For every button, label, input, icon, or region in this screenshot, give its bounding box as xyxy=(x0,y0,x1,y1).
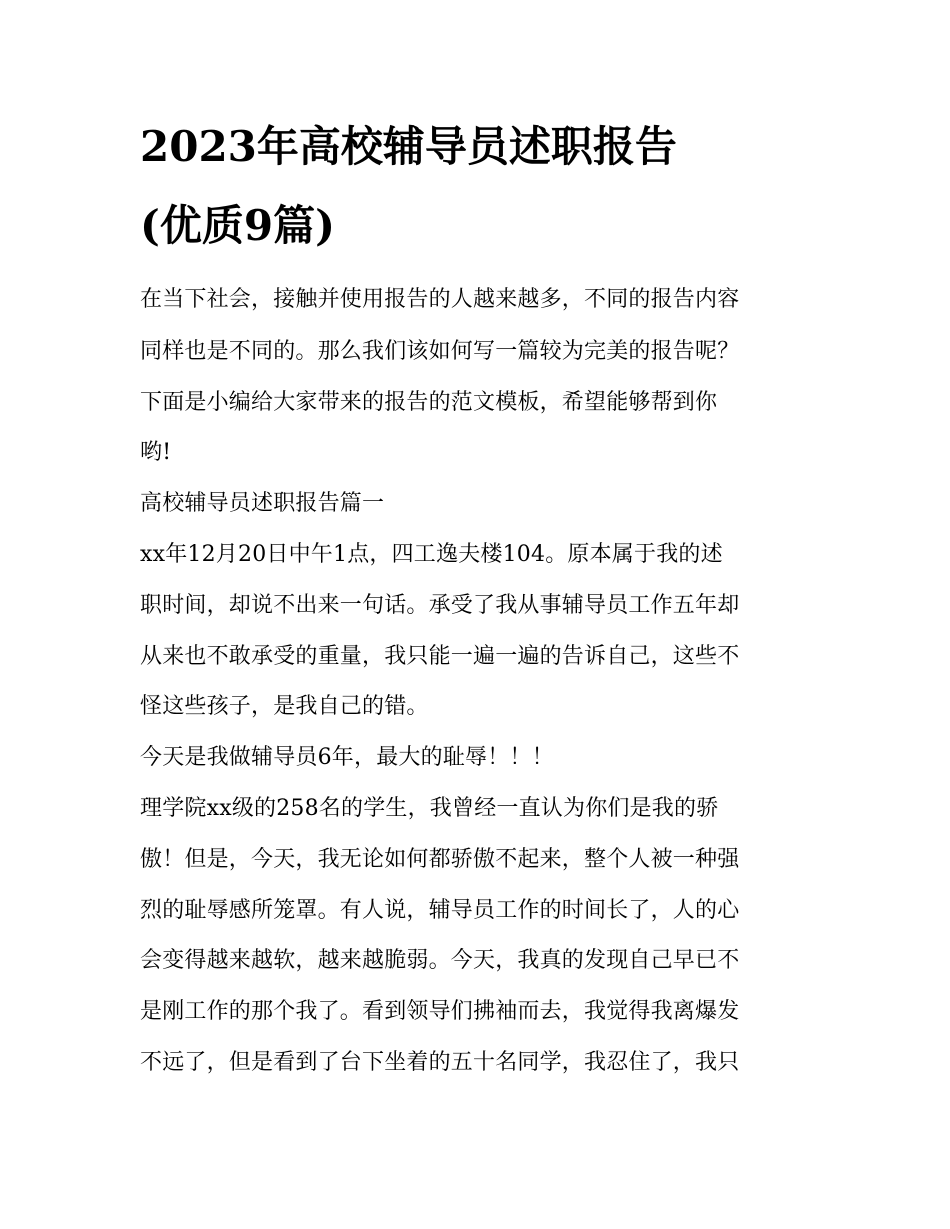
body-text-line: 从来也不敢承受的重量，我只能一遍一遍的告诉自己，这些不 xyxy=(140,644,740,669)
document-title-line-1: 2023年高校辅导员述职报告 xyxy=(140,122,677,171)
document-title-line-2: (优质9篇) xyxy=(140,201,335,250)
body-text-line: 傲！但是，今天，我无论如何都骄傲不起来，整个人被一种强 xyxy=(140,847,740,872)
body-text-line: 在当下社会，接触并使用报告的人越来越多，不同的报告内容 xyxy=(140,287,740,312)
body-text-line: 同样也是不同的。那么我们该如何写一篇较为完美的报告呢？ xyxy=(140,339,740,364)
body-text-line: 是刚工作的那个我了。看到领导们拂袖而去，我觉得我离爆发 xyxy=(140,999,740,1024)
body-text-line: 今天是我做辅导员6年，最大的耻辱！！！ xyxy=(140,745,554,770)
body-text-line: xx年12月20日中午1点，四工逸夫楼104。原本属于我的述 xyxy=(140,542,723,567)
body-text-line: 烈的耻辱感所笼罩。有人说，辅导员工作的时间长了，人的心 xyxy=(140,898,740,923)
body-text-line: 不远了，但是看到了台下坐着的五十名同学，我忍住了，我只 xyxy=(140,1050,740,1075)
body-text-line: 职时间，却说不出来一句话。承受了我从事辅导员工作五年却 xyxy=(140,593,740,618)
body-text-line: 理学院xx级的258名的学生，我曾经一直认为你们是我的骄 xyxy=(140,796,719,821)
body-text-line: 下面是小编给大家带来的报告的范文模板，希望能够帮到你 xyxy=(140,390,718,415)
section-heading: 高校辅导员述职报告篇一 xyxy=(140,491,385,516)
body-text-line: 怪这些孩子，是我自己的错。 xyxy=(140,694,429,719)
body-text-line: 会变得越来越软，越来越脆弱。今天，我真的发现自己早已不 xyxy=(140,948,740,973)
body-text-line: 哟! xyxy=(140,440,172,465)
